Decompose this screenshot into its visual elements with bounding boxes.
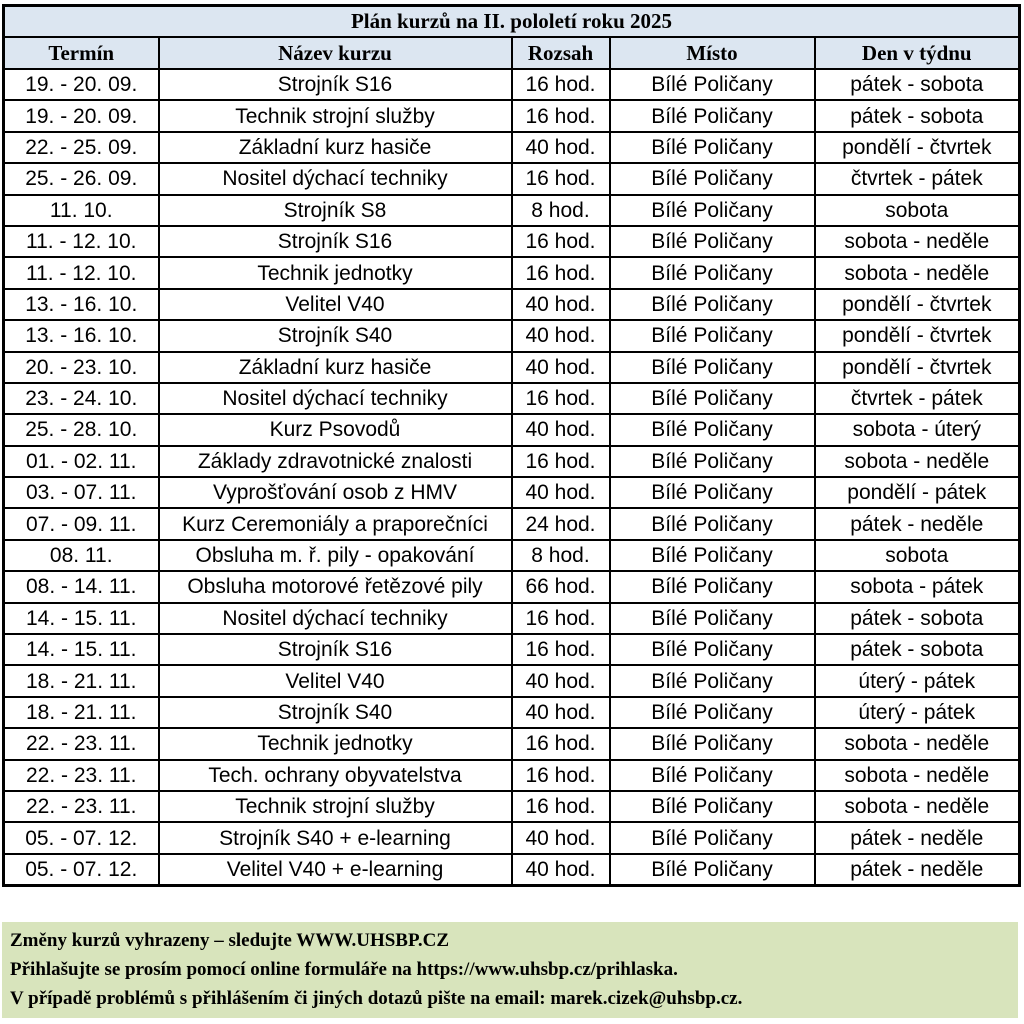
column-header-weekday: Den v týdnu — [815, 37, 1020, 69]
course-name-cell: Strojník S40 — [159, 320, 512, 351]
weekday-cell: sobota — [815, 540, 1020, 571]
table-row — [4, 352, 1020, 383]
place-cell: Bílé Poličany — [610, 571, 815, 602]
term-cell: 25. - 28. 10. — [4, 414, 159, 445]
scope-cell: 16 hod. — [512, 634, 610, 665]
course-name-cell: Základní kurz hasiče — [159, 132, 512, 163]
weekday-cell: sobota - pátek — [815, 571, 1020, 602]
column-header-term: Termín — [4, 37, 159, 69]
place-cell: Bílé Poličany — [610, 352, 815, 383]
course-name-cell: Technik strojní služby — [159, 791, 512, 822]
scope-cell: 16 hod. — [512, 163, 610, 194]
course-name-cell: Nositel dýchací techniky — [159, 383, 512, 414]
weekday-cell: úterý - pátek — [815, 665, 1020, 696]
course-name-cell: Nositel dýchací techniky — [159, 603, 512, 634]
weekday-cell: sobota - neděle — [815, 257, 1020, 288]
course-name-cell: Strojník S16 — [159, 634, 512, 665]
scope-cell: 16 hod. — [512, 383, 610, 414]
term-cell: 07. - 09. 11. — [4, 508, 159, 539]
scope-cell: 8 hod. — [512, 195, 610, 226]
column-header-course-name: Název kurzu — [159, 37, 512, 69]
table-row — [4, 477, 1020, 508]
notes-contact-line: V případě problémů s přihlášením či jiných dotazů pište na email: marek.cizek@uhsbp.cz. — [10, 988, 743, 1009]
term-cell: 08. - 14. 11. — [4, 571, 159, 602]
weekday-cell: pátek - neděle — [815, 854, 1020, 886]
table-row — [4, 132, 1020, 163]
place-cell: Bílé Poličany — [610, 665, 815, 696]
scope-cell: 16 hod. — [512, 226, 610, 257]
place-cell: Bílé Poličany — [610, 508, 815, 539]
table-row — [4, 257, 1020, 288]
table-row — [4, 69, 1020, 100]
scope-cell: 40 hod. — [512, 289, 610, 320]
course-name-cell: Kurz Psovodů — [159, 414, 512, 445]
course-name-cell: Technik strojní služby — [159, 100, 512, 131]
term-cell: 22. - 23. 11. — [4, 760, 159, 791]
course-name-cell: Strojník S8 — [159, 195, 512, 226]
place-cell: Bílé Poličany — [610, 69, 815, 100]
scope-cell: 8 hod. — [512, 540, 610, 571]
place-cell: Bílé Poličany — [610, 132, 815, 163]
place-cell: Bílé Poličany — [610, 854, 815, 886]
notes-changes-line: Změny kurzů vyhrazeny – sledujte WWW.UHSBP.CZ — [10, 930, 449, 951]
weekday-cell: pondělí - čtvrtek — [815, 132, 1020, 163]
course-name-cell: Strojník S16 — [159, 226, 512, 257]
place-cell: Bílé Poličany — [610, 289, 815, 320]
course-name-cell: Tech. ochrany obyvatelstva — [159, 760, 512, 791]
term-cell: 05. - 07. 12. — [4, 854, 159, 886]
table-row — [4, 603, 1020, 634]
table-row — [4, 383, 1020, 414]
title-row — [4, 6, 1020, 38]
table-row — [4, 320, 1020, 351]
place-cell: Bílé Poličany — [610, 383, 815, 414]
header-row — [4, 37, 1020, 69]
weekday-cell: pondělí - čtvrtek — [815, 352, 1020, 383]
scope-cell: 16 hod. — [512, 728, 610, 759]
scope-cell: 16 hod. — [512, 257, 610, 288]
weekday-cell: pondělí - čtvrtek — [815, 320, 1020, 351]
course-schedule-table — [2, 4, 1021, 887]
term-cell: 25. - 26. 09. — [4, 163, 159, 194]
term-cell: 11. - 12. 10. — [4, 226, 159, 257]
table-row — [4, 289, 1020, 320]
term-cell: 14. - 15. 11. — [4, 603, 159, 634]
place-cell: Bílé Poličany — [610, 320, 815, 351]
place-cell: Bílé Poličany — [610, 634, 815, 665]
weekday-cell: úterý - pátek — [815, 697, 1020, 728]
scope-cell: 40 hod. — [512, 854, 610, 886]
scope-cell: 16 hod. — [512, 760, 610, 791]
scope-cell: 40 hod. — [512, 477, 610, 508]
course-name-cell: Základy zdravotnické znalosti — [159, 446, 512, 477]
place-cell: Bílé Poličany — [610, 100, 815, 131]
table-row — [4, 446, 1020, 477]
place-cell: Bílé Poličany — [610, 697, 815, 728]
term-cell: 18. - 21. 11. — [4, 697, 159, 728]
table-row — [4, 634, 1020, 665]
scope-cell: 40 hod. — [512, 822, 610, 853]
course-name-cell: Velitel V40 — [159, 289, 512, 320]
weekday-cell: pondělí - čtvrtek — [815, 289, 1020, 320]
term-cell: 22. - 25. 09. — [4, 132, 159, 163]
term-cell: 19. - 20. 09. — [4, 69, 159, 100]
course-name-cell: Strojník S40 + e-learning — [159, 822, 512, 853]
scope-cell: 16 hod. — [512, 100, 610, 131]
course-name-cell: Velitel V40 + e-learning — [159, 854, 512, 886]
table-row — [4, 854, 1020, 886]
place-cell: Bílé Poličany — [610, 163, 815, 194]
weekday-cell: sobota - neděle — [815, 226, 1020, 257]
place-cell: Bílé Poličany — [610, 195, 815, 226]
table-row — [4, 508, 1020, 539]
course-name-cell: Nositel dýchací techniky — [159, 163, 512, 194]
course-name-cell: Technik jednotky — [159, 257, 512, 288]
course-name-cell: Technik jednotky — [159, 728, 512, 759]
column-header-place: Místo — [610, 37, 815, 69]
place-cell: Bílé Poličany — [610, 540, 815, 571]
table-row — [4, 195, 1020, 226]
place-cell: Bílé Poličany — [610, 414, 815, 445]
table-row — [4, 697, 1020, 728]
course-name-cell: Strojník S40 — [159, 697, 512, 728]
weekday-cell: čtvrtek - pátek — [815, 383, 1020, 414]
weekday-cell: pátek - sobota — [815, 603, 1020, 634]
column-header-scope: Rozsah — [512, 37, 610, 69]
weekday-cell: sobota - neděle — [815, 446, 1020, 477]
table-row — [4, 791, 1020, 822]
schedule-body — [4, 69, 1020, 886]
course-name-cell: Obsluha motorové řetězové pily — [159, 571, 512, 602]
weekday-cell: sobota - neděle — [815, 791, 1020, 822]
course-name-cell: Vyprošťování osob z HMV — [159, 477, 512, 508]
weekday-cell: pátek - sobota — [815, 69, 1020, 100]
weekday-cell: sobota - úterý — [815, 414, 1020, 445]
course-name-cell: Základní kurz hasiče — [159, 352, 512, 383]
term-cell: 22. - 23. 11. — [4, 791, 159, 822]
place-cell: Bílé Poličany — [610, 477, 815, 508]
course-name-cell: Velitel V40 — [159, 665, 512, 696]
place-cell: Bílé Poličany — [610, 257, 815, 288]
scope-cell: 40 hod. — [512, 320, 610, 351]
weekday-cell: pátek - neděle — [815, 822, 1020, 853]
weekday-cell: sobota - neděle — [815, 760, 1020, 791]
term-cell: 23. - 24. 10. — [4, 383, 159, 414]
scope-cell: 16 hod. — [512, 603, 610, 634]
term-cell: 19. - 20. 09. — [4, 100, 159, 131]
term-cell: 01. - 02. 11. — [4, 446, 159, 477]
course-name-cell: Obsluha m. ř. pily - opakování — [159, 540, 512, 571]
table-row — [4, 728, 1020, 759]
table-row — [4, 760, 1020, 791]
term-cell: 11. - 12. 10. — [4, 257, 159, 288]
place-cell: Bílé Poličany — [610, 728, 815, 759]
scope-cell: 40 hod. — [512, 665, 610, 696]
place-cell: Bílé Poličany — [610, 226, 815, 257]
weekday-cell: pátek - sobota — [815, 634, 1020, 665]
term-cell: 03. - 07. 11. — [4, 477, 159, 508]
term-cell: 11. 10. — [4, 195, 159, 226]
scope-cell: 24 hod. — [512, 508, 610, 539]
table-row — [4, 163, 1020, 194]
term-cell: 22. - 23. 11. — [4, 728, 159, 759]
weekday-cell: pátek - sobota — [815, 100, 1020, 131]
scope-cell: 40 hod. — [512, 132, 610, 163]
term-cell: 05. - 07. 12. — [4, 822, 159, 853]
table-row — [4, 226, 1020, 257]
scope-cell: 40 hod. — [512, 414, 610, 445]
table-row — [4, 665, 1020, 696]
weekday-cell: sobota — [815, 195, 1020, 226]
place-cell: Bílé Poličany — [610, 446, 815, 477]
weekday-cell: pátek - neděle — [815, 508, 1020, 539]
term-cell: 13. - 16. 10. — [4, 289, 159, 320]
place-cell: Bílé Poličany — [610, 822, 815, 853]
table-row — [4, 100, 1020, 131]
term-cell: 08. 11. — [4, 540, 159, 571]
term-cell: 13. - 16. 10. — [4, 320, 159, 351]
table-row — [4, 571, 1020, 602]
term-cell: 14. - 15. 11. — [4, 634, 159, 665]
scope-cell: 40 hod. — [512, 352, 610, 383]
term-cell: 18. - 21. 11. — [4, 665, 159, 696]
weekday-cell: čtvrtek - pátek — [815, 163, 1020, 194]
weekday-cell: pondělí - pátek — [815, 477, 1020, 508]
table-title: Plán kurzů na II. pololetí roku 2025 — [4, 6, 1020, 38]
place-cell: Bílé Poličany — [610, 760, 815, 791]
scope-cell: 16 hod. — [512, 791, 610, 822]
place-cell: Bílé Poličany — [610, 603, 815, 634]
scope-cell: 16 hod. — [512, 446, 610, 477]
table-row — [4, 540, 1020, 571]
course-name-cell: Kurz Ceremoniály a praporečníci — [159, 508, 512, 539]
term-cell: 20. - 23. 10. — [4, 352, 159, 383]
course-name-cell: Strojník S16 — [159, 69, 512, 100]
scope-cell: 16 hod. — [512, 69, 610, 100]
notes-registration-line: Přihlašujte se prosím pomocí online formuláře na https://www.uhsbp.cz/prihlaska. — [10, 959, 678, 980]
table-row — [4, 414, 1020, 445]
weekday-cell: sobota - neděle — [815, 728, 1020, 759]
place-cell: Bílé Poličany — [610, 791, 815, 822]
scope-cell: 66 hod. — [512, 571, 610, 602]
scope-cell: 40 hod. — [512, 697, 610, 728]
notes-box — [2, 922, 1018, 1018]
table-row — [4, 822, 1020, 853]
